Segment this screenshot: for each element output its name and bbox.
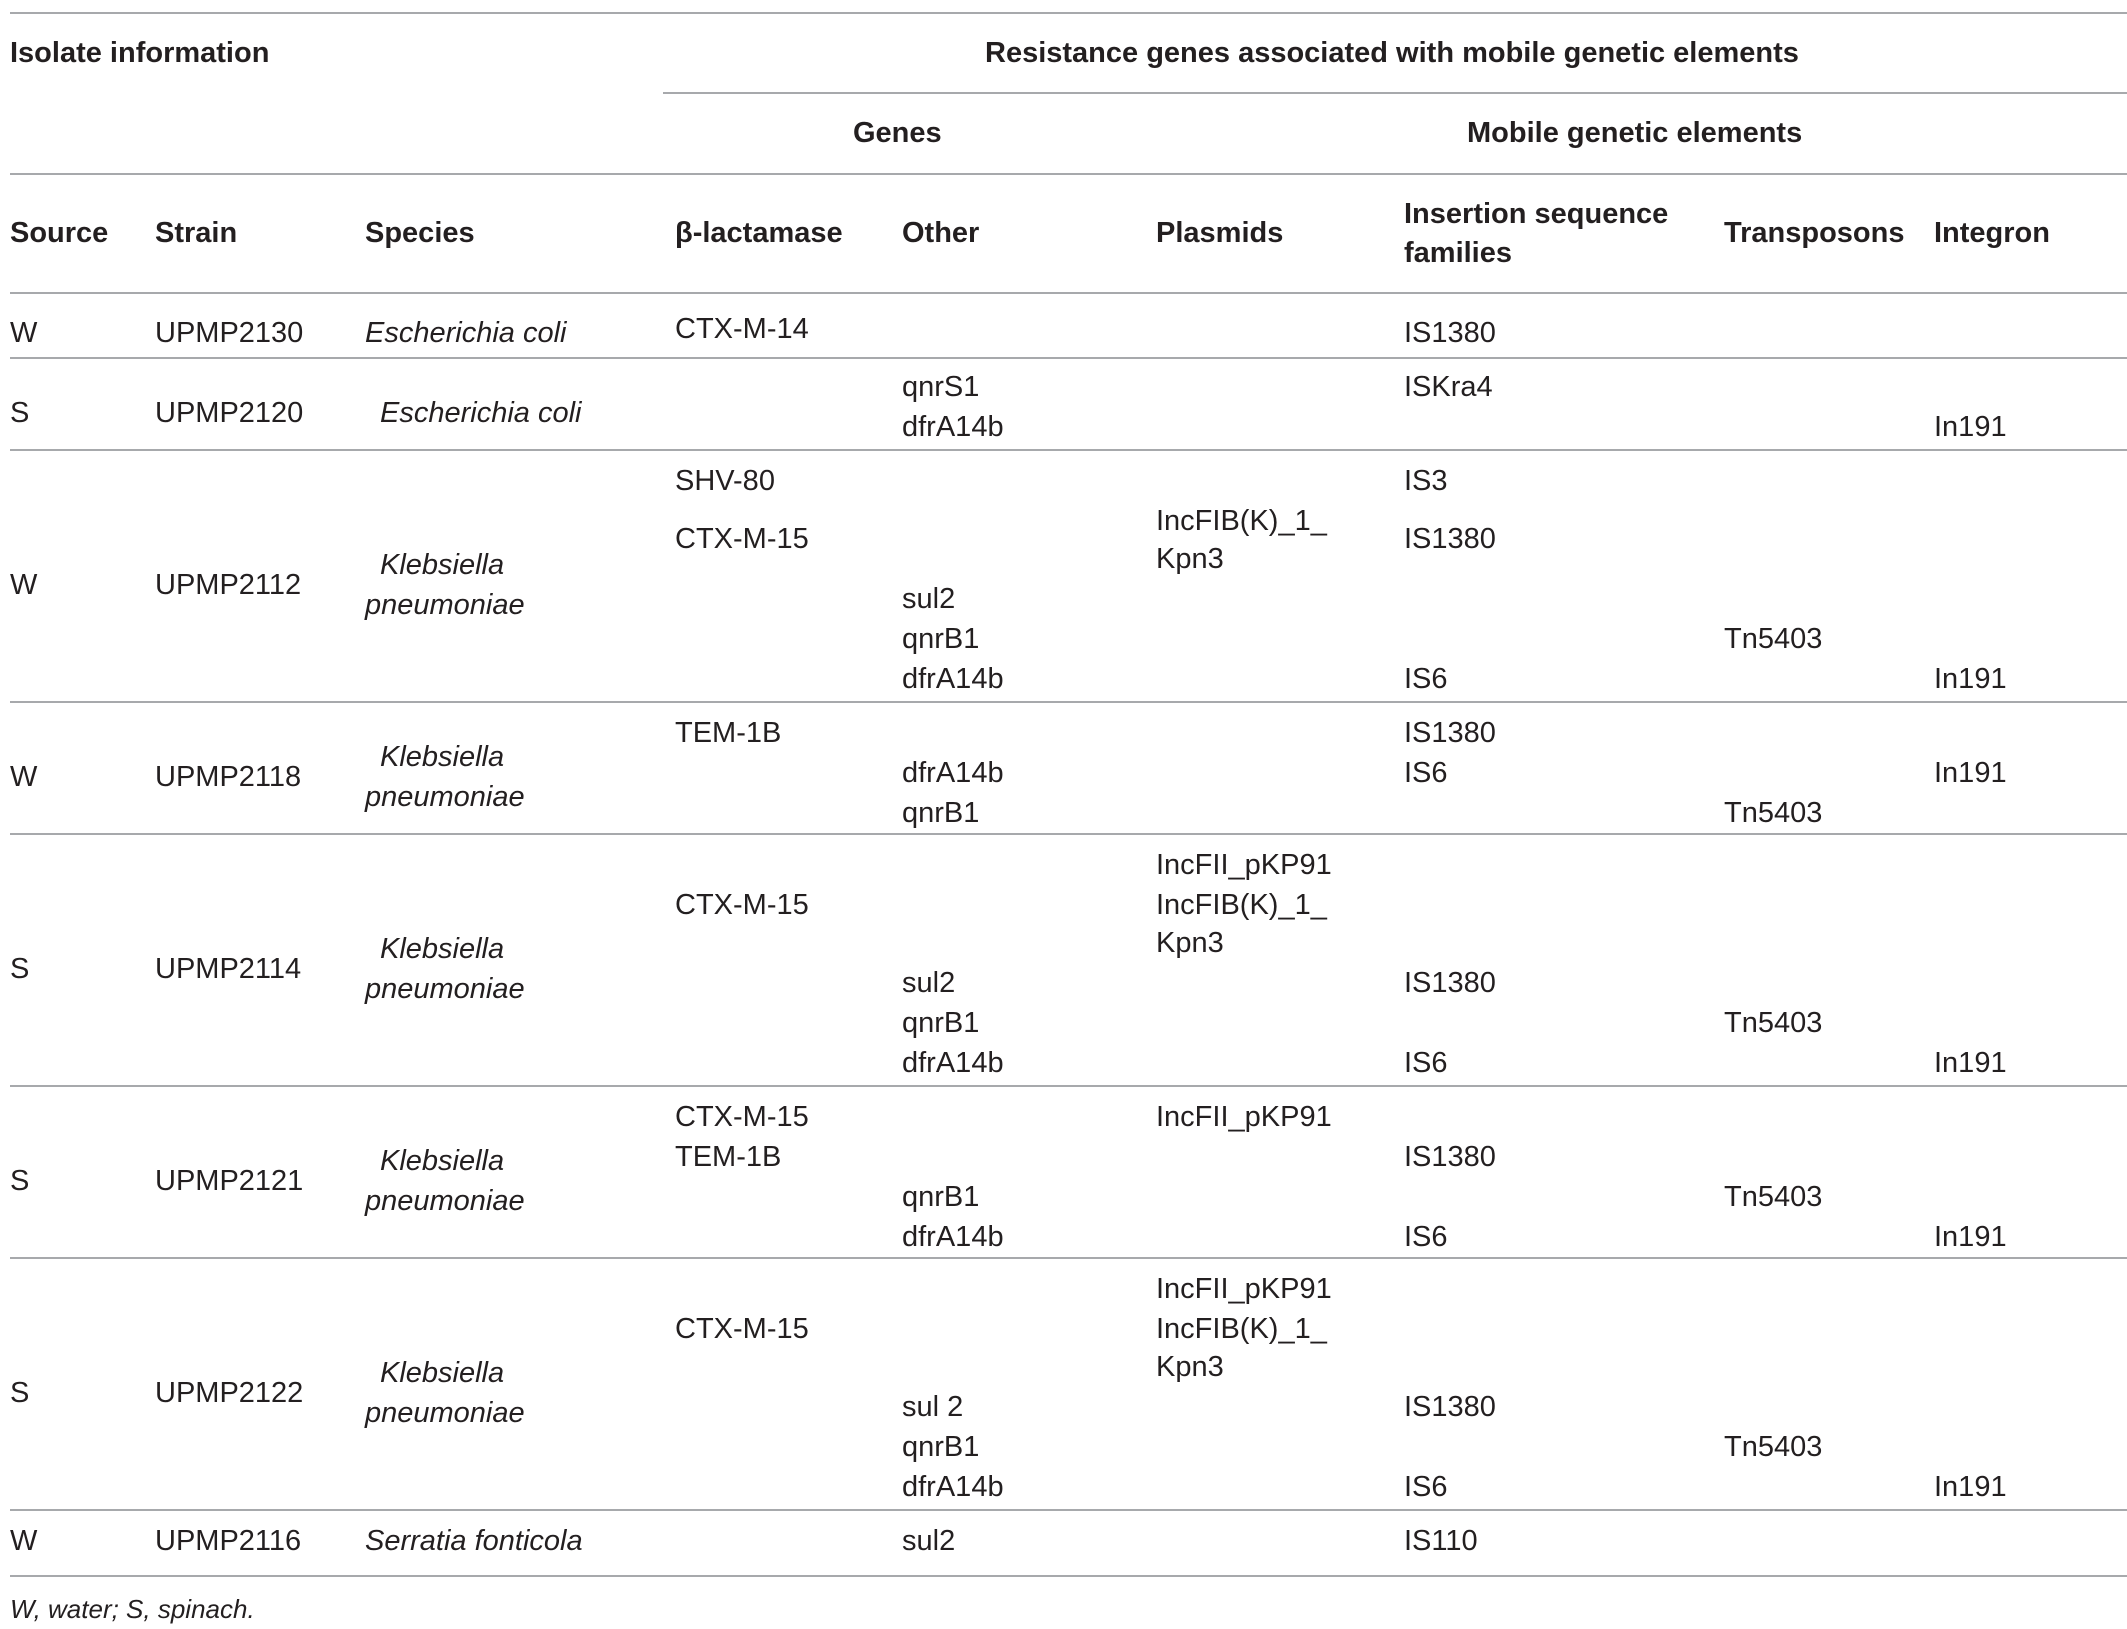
cell-insertion-sequence: IS1380: [1404, 1391, 1496, 1423]
cell-transposons: Tn5403: [1724, 1181, 1823, 1213]
cell-other: sul2: [902, 967, 956, 999]
cell-source: S: [10, 1165, 30, 1197]
col-beta-lactamase: β-lactamase: [675, 217, 843, 249]
cell-insertion-sequence: IS6: [1404, 1221, 1448, 1253]
table-bottom-rule: [10, 1575, 2127, 1577]
cell-source: S: [10, 397, 30, 429]
cell-other: qnrB1: [902, 1431, 980, 1463]
cell-other: dfrA14b: [902, 1471, 1004, 1503]
cell-insertion-sequence: IS1380: [1404, 717, 1496, 749]
cell-transposons: Tn5403: [1724, 623, 1823, 655]
cell-plasmids: IncFII_pKP91: [1156, 849, 1332, 881]
cell-source: W: [10, 317, 38, 349]
cell-other: dfrA14b: [902, 663, 1004, 695]
col-transposons: Transposons: [1724, 217, 1905, 249]
cell-insertion-sequence: IS1380: [1404, 317, 1496, 349]
cell-insertion-sequence: IS1380: [1404, 967, 1496, 999]
cell-species: Klebsiella: [380, 933, 505, 965]
col-species: Species: [365, 217, 475, 249]
genes-header: Genes: [853, 117, 942, 149]
cell-species: Klebsiella: [380, 741, 505, 773]
row-divider: [10, 833, 2127, 835]
row-divider: [10, 1257, 2127, 1259]
cell-beta-lactamase: CTX-M-15: [675, 523, 809, 555]
cell-other: sul 2: [902, 1391, 964, 1423]
group-header-rule: [10, 173, 2127, 175]
cell-strain: UPMP2122: [155, 1377, 304, 1409]
cell-source: S: [10, 953, 30, 985]
isolate-information-header: Isolate information: [10, 37, 270, 69]
cell-beta-lactamase: CTX-M-15: [675, 1313, 809, 1345]
cell-other: qnrB1: [902, 1007, 980, 1039]
cell-species: Klebsiella: [380, 1357, 505, 1389]
row-divider: [10, 701, 2127, 703]
cell-beta-lactamase: SHV-80: [675, 465, 775, 497]
cell-insertion-sequence: ISKra4: [1404, 371, 1493, 403]
col-insertion-sequence: Insertion sequence: [1404, 198, 1669, 230]
cell-integron: In191: [1934, 411, 2007, 443]
cell-insertion-sequence: IS6: [1404, 1471, 1448, 1503]
table-footnote: W, water; S, spinach.: [10, 1594, 255, 1624]
cell-insertion-sequence: IS3: [1404, 465, 1448, 497]
cell-strain: UPMP2120: [155, 397, 304, 429]
cell-plasmids: IncFIB(K)_1_: [1156, 505, 1327, 537]
cell-other: sul2: [902, 583, 956, 615]
mobile-elements-header: Mobile genetic elements: [1467, 117, 1803, 149]
cell-species: pneumoniae: [365, 973, 525, 1005]
cell-strain: UPMP2118: [155, 761, 302, 793]
cell-transposons: Tn5403: [1724, 1431, 1823, 1463]
cell-plasmids: Kpn3: [1156, 1351, 1224, 1383]
col-strain: Strain: [155, 217, 238, 249]
cell-plasmids: IncFIB(K)_1_: [1156, 889, 1327, 921]
cell-insertion-sequence: IS1380: [1404, 523, 1496, 555]
cell-plasmids: IncFII_pKP91: [1156, 1273, 1332, 1305]
cell-species: pneumoniae: [365, 1397, 525, 1429]
cell-insertion-sequence: IS110: [1404, 1525, 1478, 1557]
cell-plasmids: Kpn3: [1156, 543, 1224, 575]
cell-species: pneumoniae: [365, 589, 525, 621]
cell-insertion-sequence: IS6: [1404, 663, 1448, 695]
cell-other: dfrA14b: [902, 1047, 1004, 1079]
cell-other: qnrB1: [902, 1181, 980, 1213]
cell-other: qnrB1: [902, 797, 980, 829]
column-header-rule: [10, 292, 2127, 294]
cell-transposons: Tn5403: [1724, 797, 1823, 829]
cell-integron: In191: [1934, 1047, 2007, 1079]
cell-other: qnrB1: [902, 623, 980, 655]
cell-species: pneumoniae: [365, 1185, 525, 1217]
row-divider: [10, 1509, 2127, 1511]
cell-integron: In191: [1934, 1221, 2007, 1253]
cell-integron: In191: [1934, 1471, 2007, 1503]
resistance-subrule: [663, 92, 2127, 94]
cell-plasmids: IncFII_pKP91: [1156, 1101, 1332, 1133]
col-plasmids: Plasmids: [1156, 217, 1284, 249]
cell-transposons: Tn5403: [1724, 1007, 1823, 1039]
cell-source: W: [10, 569, 38, 601]
col-insertion-sequence-line2: families: [1404, 237, 1512, 269]
cell-source: W: [10, 1525, 38, 1557]
cell-other: dfrA14b: [902, 411, 1004, 443]
cell-other: sul2: [902, 1525, 956, 1557]
cell-strain: UPMP2121: [155, 1165, 304, 1197]
table-top-rule: [10, 12, 2127, 14]
cell-strain: UPMP2130: [155, 317, 304, 349]
cell-insertion-sequence: IS6: [1404, 1047, 1448, 1079]
cell-integron: In191: [1934, 663, 2007, 695]
cell-other: qnrS1: [902, 371, 980, 403]
cell-beta-lactamase: CTX-M-14: [675, 313, 809, 345]
cell-species: Klebsiella: [380, 1145, 505, 1177]
cell-strain: UPMP2114: [155, 953, 302, 985]
cell-source: W: [10, 761, 38, 793]
cell-species: Escherichia coli: [365, 317, 567, 349]
cell-other: dfrA14b: [902, 757, 1004, 789]
cell-strain: UPMP2112: [155, 569, 302, 601]
cell-beta-lactamase: CTX-M-15: [675, 889, 809, 921]
cell-species: pneumoniae: [365, 781, 525, 813]
cell-plasmids: Kpn3: [1156, 927, 1224, 959]
col-other: Other: [902, 217, 980, 249]
cell-beta-lactamase: TEM-1B: [675, 1141, 782, 1173]
row-divider: [10, 449, 2127, 451]
cell-species: Klebsiella: [380, 549, 505, 581]
cell-beta-lactamase: TEM-1B: [675, 717, 782, 749]
cell-integron: In191: [1934, 757, 2007, 789]
cell-strain: UPMP2116: [155, 1525, 302, 1557]
cell-species: Escherichia coli: [380, 397, 582, 429]
cell-plasmids: IncFIB(K)_1_: [1156, 1313, 1327, 1345]
cell-beta-lactamase: CTX-M-15: [675, 1101, 809, 1133]
col-source: Source: [10, 217, 109, 249]
row-divider: [10, 357, 2127, 359]
cell-insertion-sequence: IS1380: [1404, 1141, 1496, 1173]
col-integron: Integron: [1934, 217, 2050, 249]
resistance-genes-header: Resistance genes associated with mobile genetic elements: [985, 37, 1799, 69]
cell-insertion-sequence: IS6: [1404, 757, 1448, 789]
cell-other: dfrA14b: [902, 1221, 1004, 1253]
row-divider: [10, 1085, 2127, 1087]
cell-source: S: [10, 1377, 30, 1409]
cell-species: Serratia fonticola: [365, 1525, 583, 1557]
